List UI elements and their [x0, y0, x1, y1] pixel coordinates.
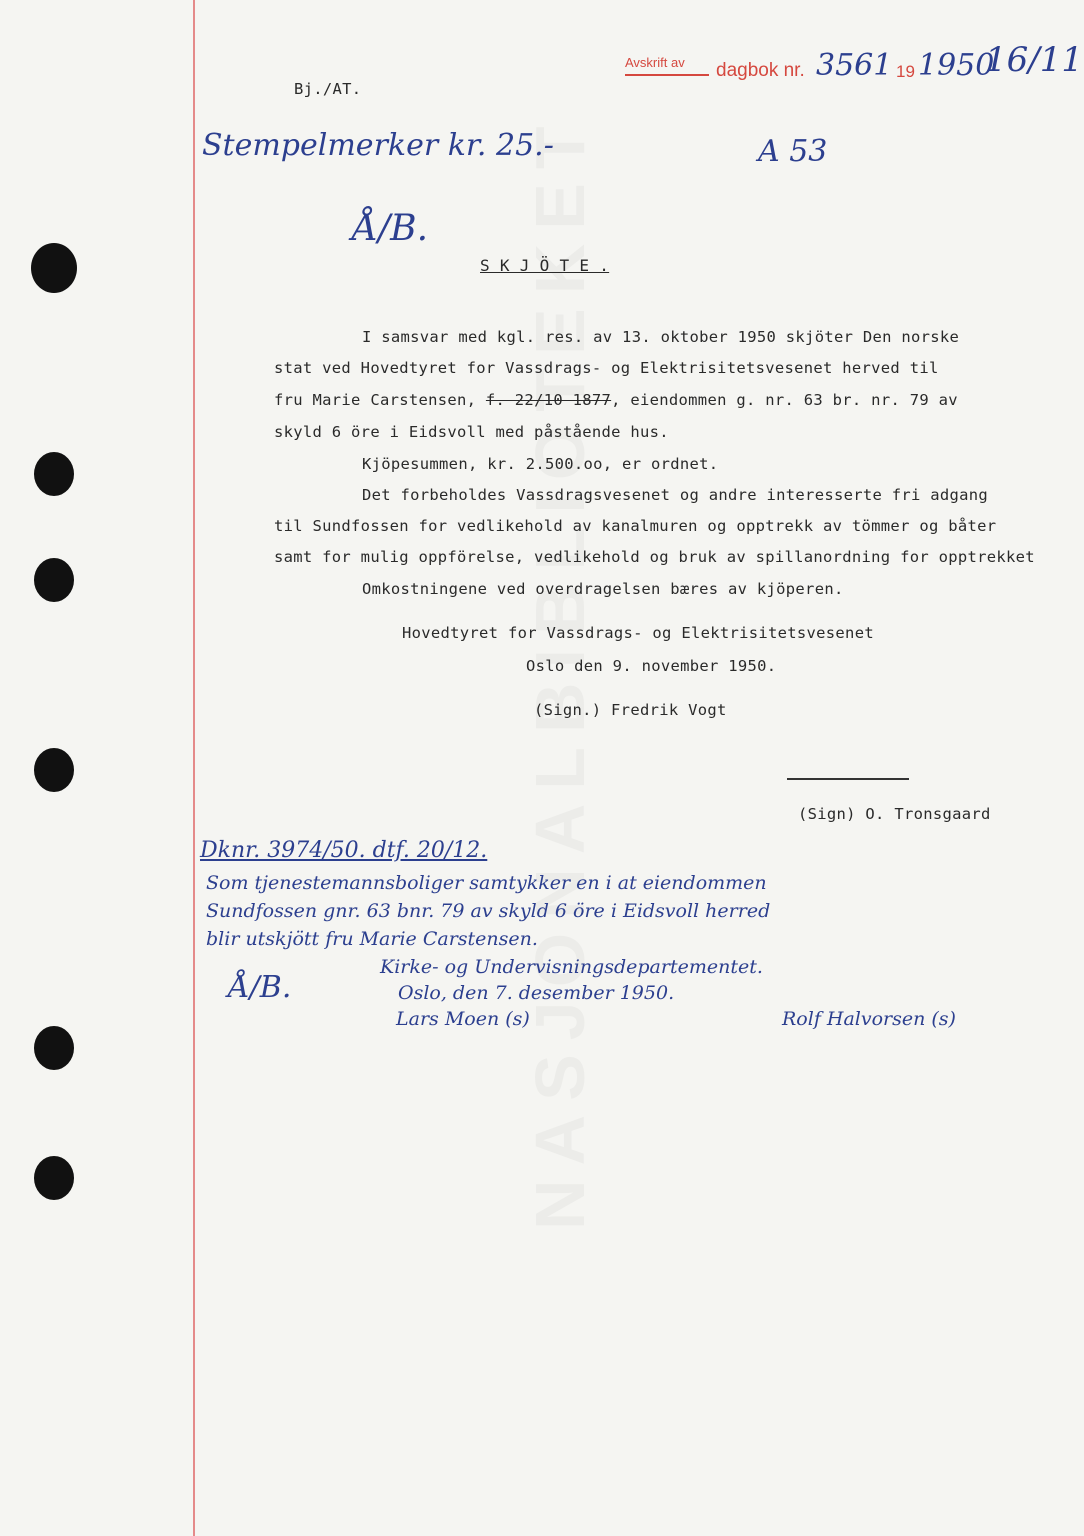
body-line: stat ved Hovedtyret for Vassdrags- og Elektrisitetsvesenet herved til [274, 359, 939, 377]
body-line: Kjöpesummen, kr. 2.500.oo, er ordnet. [362, 455, 719, 473]
punch-hole [34, 748, 74, 792]
body-line: til Sundfossen for vedlikehold av kanalmuren og opptrekk av tömmer og båter [274, 517, 997, 535]
hand-note-line: blir utskjött fru Marie Carstensen. [206, 928, 538, 950]
closing-place-date: Oslo den 9. november 1950. [526, 657, 777, 675]
signature-2: (Sign) O. Tronsgaard [798, 805, 991, 823]
hand-note-signer-1: Lars Moen (s) [396, 1008, 530, 1030]
margin-line [193, 0, 195, 1536]
stempel-annotation: Stempelmerker kr. 25.- [202, 128, 554, 163]
body-line [274, 391, 958, 409]
signature-line [787, 778, 909, 780]
body-line: Omkostningene ved overdragelsen bæres av kjöperen. [362, 580, 844, 598]
punch-hole [34, 452, 74, 496]
dagbok-date: 16/11 [985, 40, 1083, 80]
struck-birthdate: f. 22/10 1877 [485, 391, 612, 409]
punch-hole [31, 243, 77, 293]
hand-note-line: Sundfossen gnr. 63 bnr. 79 av skyld 6 öre i Eidsvoll herred [206, 900, 771, 922]
body-line: I samsvar med kgl. res. av 13. oktober 1950 skjöter Den norske [362, 328, 960, 346]
body-line: samt for mulig oppförelse, vedlikehold og bruk av spillanordning for opptrekket [274, 548, 1035, 566]
copy-stamp [625, 56, 709, 76]
punch-hole [34, 1026, 74, 1070]
dagbok-number: 3561 [816, 48, 893, 83]
document-title: S K J Ö T E . [480, 256, 610, 275]
body-line: skyld 6 öre i Eidsvoll med påstående hus. [274, 423, 669, 441]
stamp-dagbok-label: dagbok nr. [716, 60, 805, 81]
body-text: fru Marie Carstensen, [274, 391, 486, 409]
punch-hole [34, 558, 74, 602]
hand-note-signer-2: Rolf Halvorsen (s) [782, 1008, 956, 1030]
hand-note-line: Oslo, den 7. desember 1950. [398, 982, 675, 1004]
body-line: Det forbeholdes Vassdragsvesenet og andre interesserte fri adgang [362, 486, 989, 504]
closing-org: Hovedtyret for Vassdrags- og Elektrisitetsvesenet [402, 624, 874, 642]
stamp-rule [625, 74, 709, 76]
punch-hole [34, 1156, 74, 1200]
folio-annotation: A 53 [758, 134, 828, 169]
initials-annotation: Å/B. [352, 208, 429, 249]
reference-code: Bj./AT. [294, 80, 362, 98]
dagbok-year: 1950 [918, 48, 995, 83]
stamp-line-1: Avskrift av [625, 55, 685, 70]
stamp-year-prefix: 19 [896, 62, 915, 81]
signature-1: (Sign.) Fredrik Vogt [534, 701, 727, 719]
hand-note-ref: Dknr. 3974/50. dtf. 20/12. [200, 838, 488, 863]
hand-note-line: Som tjenestemannsboliger samtykker en i at eiendommen [206, 872, 767, 894]
body-text: , eiendommen g. nr. 63 br. nr. 79 av [611, 391, 958, 409]
hand-note-line: Kirke- og Undervisningsdepartementet. [380, 956, 763, 978]
hand-note-initials: Å/B. [228, 970, 292, 1005]
